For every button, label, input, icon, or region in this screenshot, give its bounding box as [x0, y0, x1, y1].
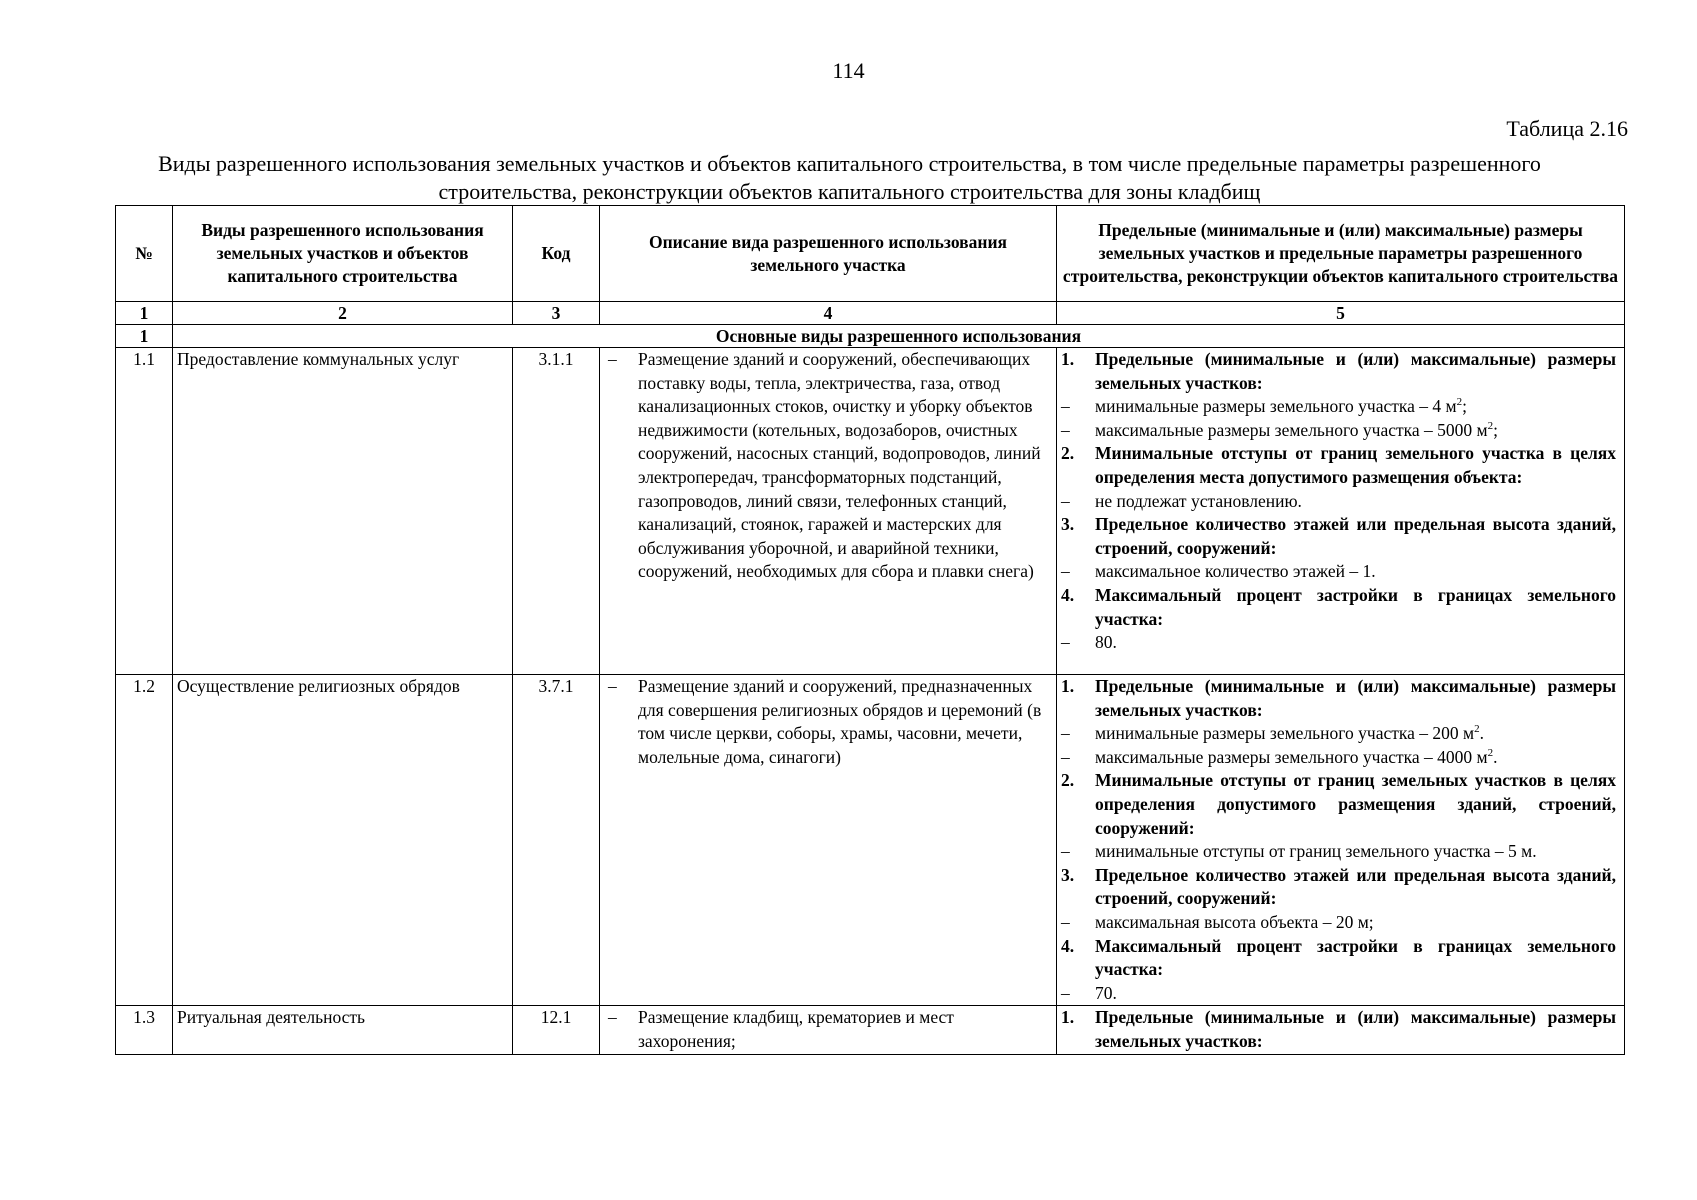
parameter-text-wrap	[1095, 675, 1620, 722]
parameter-marker: 1.	[1061, 1007, 1075, 1028]
parameter-item	[1061, 631, 1620, 655]
parameter-heading	[1061, 348, 1620, 395]
table-row	[116, 675, 1625, 1006]
section-number: 1	[116, 325, 173, 348]
parameter-heading	[1061, 675, 1620, 722]
description-cell	[600, 1006, 1057, 1054]
parameter-text-wrap	[1095, 490, 1620, 514]
parameter-heading	[1061, 584, 1620, 631]
use-code: 3.1.1	[513, 348, 600, 675]
header-row	[116, 206, 1625, 302]
parameter-text: Предельные (минимальные и (или) максимальные) размеры земельных участков:	[1095, 1007, 1616, 1051]
description-text: Размещение кладбищ, крематориев и мест захоронения;	[638, 1007, 954, 1051]
parameter-item	[1061, 982, 1620, 1006]
header-code: Код	[513, 206, 600, 302]
parameter-text: Предельное количество этажей или предельная высота зданий, строений, сооружений:	[1095, 864, 1616, 909]
unit-superscript: 2	[1487, 419, 1494, 432]
parameter-text-wrap	[1095, 395, 1620, 419]
column-number: 3	[513, 302, 600, 325]
section-row	[116, 325, 1625, 348]
header-params: Предельные (минимальные и (или) максимальные) размеры земельных участков и предельные параметры разрешенного строительства, реконструкции объектов капитального строительства	[1057, 206, 1625, 302]
parameter-text-wrap	[1095, 864, 1620, 911]
parameter-text-wrap	[1095, 982, 1620, 1006]
parameter-marker: –	[1061, 841, 1070, 862]
parameter-marker: –	[1061, 490, 1070, 511]
parameter-text: максимальные размеры земельного участка – 4000 м	[1095, 746, 1488, 767]
parameter-marker: 1.	[1061, 676, 1075, 696]
parameter-heading	[1061, 864, 1620, 911]
parameter-marker: 3.	[1061, 864, 1075, 885]
parameters-cell	[1057, 675, 1625, 1006]
parameter-text: Минимальные отступы от границ земельных участков в целях определения допустимого размещения зданий, строений, сооружений:	[1095, 770, 1616, 838]
use-kind-name: Осуществление религиозных обрядов	[177, 676, 460, 696]
parameter-marker: –	[1061, 632, 1070, 653]
zoning-table	[115, 205, 1625, 1055]
parameter-marker: 4.	[1061, 584, 1075, 605]
parameter-marker: –	[1061, 396, 1070, 417]
parameter-text: Предельные (минимальные и (или) максимальные) размеры земельных участков:	[1095, 349, 1616, 393]
parameter-text-wrap	[1095, 935, 1620, 982]
column-number-row	[116, 302, 1625, 325]
parameter-text-wrap	[1095, 769, 1620, 840]
parameter-punctuation: ;	[1462, 396, 1467, 417]
parameter-marker: 2.	[1061, 770, 1075, 791]
parameter-heading	[1061, 935, 1620, 982]
column-number: 4	[600, 302, 1057, 325]
parameter-text-wrap	[1095, 746, 1620, 770]
parameter-text-wrap	[1095, 348, 1620, 395]
parameter-text: максимальная высота объекта – 20 м;	[1095, 911, 1374, 932]
table-row	[116, 348, 1625, 675]
row-number: 1.3	[116, 1006, 173, 1054]
description-text: Размещение зданий и сооружений, предназначенных для совершения религиозных обрядов и церемоний (в том числе церкви, соборы, храмы, часовни, мечети, молельные дома, синагоги)	[638, 676, 1042, 767]
page-number: 114	[832, 58, 865, 83]
parameter-text-wrap	[1095, 911, 1620, 935]
use-code: 3.7.1	[513, 675, 600, 1006]
parameter-punctuation: .	[1479, 723, 1484, 744]
column-number: 5	[1057, 302, 1625, 325]
parameter-text: Минимальные отступы от границ земельного участка в целях определения места допустимого размещения объекта:	[1095, 443, 1616, 487]
description-text: Размещение зданий и сооружений, обеспечивающих поставку воды, тепла, электричества, газа, отвод канализационных стоков, очистку и уборку объектов недвижимости (котельных, водозаборов, очистных сооружений, насосных станций, водопроводов, линий электропередач, трансформаторных подстанций, газопроводов, линий связи, телефонных станций, канализаций, стоянок, гаражей и мастерских для обслуживания уборочной, и аварийной техники, сооружений, необходимых для сбора и плавки снега)	[638, 349, 1041, 582]
parameter-punctuation: .	[1493, 746, 1498, 767]
parameter-marker: –	[1061, 982, 1070, 1003]
parameter-marker: 4.	[1061, 935, 1075, 956]
parameter-marker: –	[1061, 911, 1070, 932]
use-kind-cell	[173, 1006, 513, 1054]
description-dash: –	[608, 349, 617, 369]
parameter-text-wrap	[1095, 722, 1620, 746]
parameter-marker: –	[1061, 419, 1070, 440]
parameter-text: максимальные размеры земельного участка – 5000 м	[1095, 419, 1488, 440]
parameter-marker: 3.	[1061, 514, 1075, 535]
parameter-text: максимальное количество этажей – 1.	[1095, 561, 1376, 582]
description-dash: –	[608, 676, 617, 696]
parameter-text-wrap	[1095, 840, 1620, 864]
description-dash: –	[608, 1007, 617, 1028]
parameter-item	[1061, 911, 1620, 935]
use-kind-name: Предоставление коммунальных услуг	[177, 349, 460, 369]
table-label: Таблица 2.16	[1506, 116, 1628, 141]
parameter-text: Предельное количество этажей или предельная высота зданий, строений, сооружений:	[1095, 514, 1616, 558]
parameter-text: минимальные размеры земельного участка – 200 м	[1095, 723, 1475, 744]
use-kind-cell	[173, 348, 513, 675]
parameter-text: минимальные размеры земельного участка – 4 м	[1095, 396, 1457, 417]
parameter-heading	[1061, 769, 1620, 840]
parameter-text: не подлежат установлению.	[1095, 490, 1302, 511]
table-title: Виды разрешенного использования земельных участков и объектов капитального строительства, в том числе предельные параметры разрешенного строительства, реконструкции объектов капитального строительства для зоны кладбищ	[158, 151, 1541, 204]
section-title: Основные виды разрешенного использования	[173, 325, 1625, 348]
use-kind-cell	[173, 675, 513, 1006]
header-kind: Виды разрешенного использования земельных участков и объектов капитального строительства	[173, 206, 513, 302]
parameter-heading	[1061, 442, 1620, 489]
column-number: 1	[116, 302, 173, 325]
parameter-text-wrap	[1095, 584, 1620, 631]
parameter-text-wrap	[1095, 631, 1620, 655]
unit-superscript: 2	[1487, 746, 1494, 759]
parameter-marker: –	[1061, 561, 1070, 582]
parameter-item	[1061, 722, 1620, 746]
row-number: 1.2	[116, 675, 173, 1006]
table-row	[116, 1006, 1625, 1054]
unit-superscript: 2	[1456, 396, 1463, 409]
parameter-punctuation: ;	[1493, 419, 1498, 440]
parameter-item	[1061, 560, 1620, 584]
parameter-text: Максимальный процент застройки в границах земельного участка:	[1095, 584, 1616, 629]
parameters-cell	[1057, 348, 1625, 675]
unit-superscript: 2	[1474, 723, 1480, 736]
parameter-text-wrap	[1095, 1006, 1620, 1053]
parameter-text: 80.	[1095, 632, 1117, 653]
parameter-text: 70.	[1095, 982, 1117, 1003]
description-cell	[600, 675, 1057, 1006]
header-description: Описание вида разрешенного использования земельного участка	[600, 206, 1057, 302]
parameter-heading	[1061, 1006, 1620, 1053]
parameter-marker: 2.	[1061, 443, 1075, 464]
parameter-text: Предельные (минимальные и (или) максимальные) размеры земельных участков:	[1095, 676, 1616, 720]
parameter-item	[1061, 746, 1620, 770]
parameter-item	[1061, 395, 1620, 419]
parameter-heading	[1061, 513, 1620, 560]
parameter-text-wrap	[1095, 560, 1620, 584]
parameter-text-wrap	[1095, 442, 1620, 489]
parameter-marker: 1.	[1061, 349, 1075, 369]
parameter-item	[1061, 419, 1620, 443]
parameter-item	[1061, 840, 1620, 864]
parameter-text: Максимальный процент застройки в границах земельного участка:	[1095, 935, 1616, 980]
parameter-text-wrap	[1095, 419, 1620, 443]
description-cell	[600, 348, 1057, 675]
use-kind-name: Ритуальная деятельность	[177, 1007, 366, 1028]
use-code: 12.1	[513, 1006, 600, 1054]
parameter-item	[1061, 490, 1620, 514]
row-number: 1.1	[116, 348, 173, 675]
header-no: №	[116, 206, 173, 302]
parameters-cell	[1057, 1006, 1625, 1054]
parameter-marker: –	[1061, 746, 1070, 767]
column-number: 2	[173, 302, 513, 325]
parameter-text-wrap	[1095, 513, 1620, 560]
parameter-marker: –	[1061, 723, 1070, 744]
parameter-text: минимальные отступы от границ земельного участка – 5 м.	[1095, 841, 1537, 862]
